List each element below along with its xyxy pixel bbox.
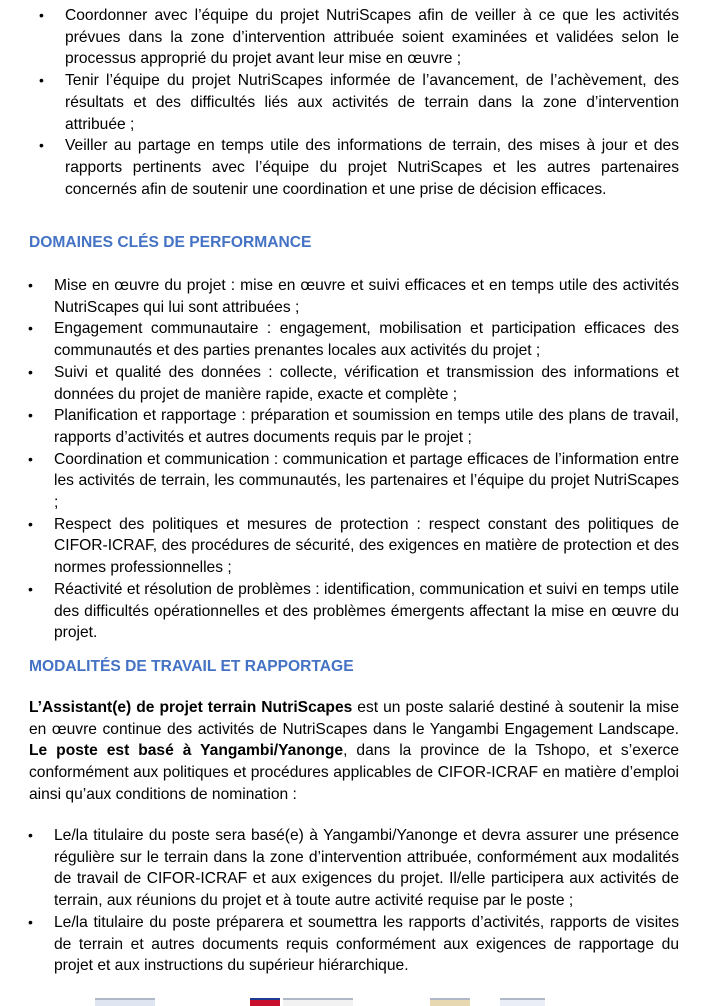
bullet-icon: • (39, 137, 44, 154)
list-item (28, 825, 679, 912)
list-item-text: Respect des politiques et mesures de protection : respect constant des politiques de CIFOR-ICRAF, des procédures de sécurité, des exigences en matière de protection et des normes professionnelles ; (54, 515, 679, 577)
list-item (28, 405, 679, 448)
list-item (39, 5, 679, 70)
partner-logo (95, 998, 155, 1006)
list-item-text: Planification et rapportage : préparation et soumission en temps utile des plans de travail, rapports d’activités et autres documents requis par le projet ; (54, 407, 679, 446)
bullet-icon: • (28, 913, 33, 930)
list-item (28, 579, 679, 644)
list-item-text: Réactivité et résolution de problèmes : identification, communication et suivi en temps utile des difficultés opérationnelles et des problèmes émergents affectant la mise en œuvre du projet. (54, 580, 679, 642)
list-item-text: Le/la titulaire du poste préparera et soumettra les rapports d’activités, rapports de visites de terrain et autres documents requis conformément aux exigences de rapportage du projet et aux instructions du supérieur hiérarchique. (54, 913, 679, 975)
position-location: Le poste est basé à Yangambi/Yanonge (29, 742, 344, 760)
position-title: L’Assistant(e) de projet terrain NutriScapes (29, 699, 353, 716)
partner-logo (430, 998, 470, 1006)
section-heading-modalites: MODALITÉS DE TRAVAIL ET RAPPORTAGE (29, 658, 354, 675)
list-item-text: Mise en œuvre du projet : mise en œuvre et suivi efficaces et en temps utile des activités NutriScapes qui lui sont attribuées ; (54, 277, 679, 316)
modalites-list (28, 825, 679, 977)
bullet-icon: • (39, 72, 44, 89)
list-item (28, 449, 679, 514)
list-item (39, 135, 679, 200)
list-item-text: Suivi et qualité des données : collecte, vérification et transmission des informations et données du projet de manière rapide, exacte et complète ; (54, 363, 679, 403)
footer-logos (0, 998, 711, 1006)
list-item-text: Veiller au partage en temps utile des informations de terrain, des mises à jour et des rapports pertinents avec l’équipe du projet NutriScapes et les autres partenaires concernés afin de soutenir une coordination et une prise de décision efficaces. (65, 137, 679, 198)
modalites-paragraph (29, 697, 679, 806)
list-item-text: Coordonner avec l’équipe du projet NutriScapes afin de veiller à ce que les activités prévues dans la zone d’intervention attribuée soient examinées et validées selon le processus approprié du projet avant leur mise en œuvre ; (65, 7, 679, 68)
bullet-icon: • (28, 580, 33, 597)
performance-list (28, 275, 679, 644)
responsibilities-list (39, 5, 679, 200)
list-item (28, 912, 679, 977)
bullet-icon: • (28, 827, 33, 843)
bullet-icon: • (39, 7, 44, 23)
bullet-icon: • (28, 450, 33, 467)
list-item-text: Coordination et communication : communication et partage efficaces de l’information entre les activités de terrain, les communautés, les partenaires et l’équipe du projet NutriScapes ; (54, 450, 679, 512)
bullet-icon: • (28, 515, 33, 532)
section-heading-performance: DOMAINES CLÉS DE PERFORMANCE (29, 234, 312, 251)
partner-logo (500, 998, 545, 1006)
list-item (28, 318, 679, 361)
partner-logo (283, 998, 353, 1006)
bullet-icon: • (28, 407, 33, 424)
list-item (28, 362, 679, 405)
list-item (28, 514, 679, 579)
list-item-text: Engagement communautaire : engagement, mobilisation et participation efficaces des communautés et des parties prenantes locales aux activités du projet ; (54, 320, 679, 360)
list-item (39, 70, 679, 135)
list-item-text: Le/la titulaire du poste sera basé(e) à Yangambi/Yanonge et devra assurer une présence régulière sur le terrain dans la zone d’intervention attribuée, conformément aux modalités de travail de CIFOR-ICRAF et aux exigences du projet. Il/elle participera aux activités de terrain, aux réunions du projet et à toute autre activité requise par le poste ; (54, 827, 679, 910)
uk-flag-logo (250, 998, 280, 1006)
paragraph-text: , dans la province de la Tshopo, et s’exerce conformément aux politiques et procédures applicables de CIFOR-ICRAF en matière d’emploi ainsi qu’aux conditions de nomination : (29, 742, 679, 803)
paragraph-text: est un poste salarié destiné à soutenir la mise en œuvre continue des activités de NutriScapes dans le Yangambi Engagement Landscape. (29, 699, 680, 738)
bullet-icon: • (28, 320, 33, 337)
bullet-icon: • (28, 277, 33, 293)
bullet-icon: • (28, 363, 33, 380)
list-item (28, 275, 679, 318)
list-item-text: Tenir l’équipe du projet NutriScapes informée de l’avancement, de l’achèvement, des résultats et des difficultés liés aux activités de terrain dans la zone d’intervention attribuée ; (65, 72, 679, 133)
